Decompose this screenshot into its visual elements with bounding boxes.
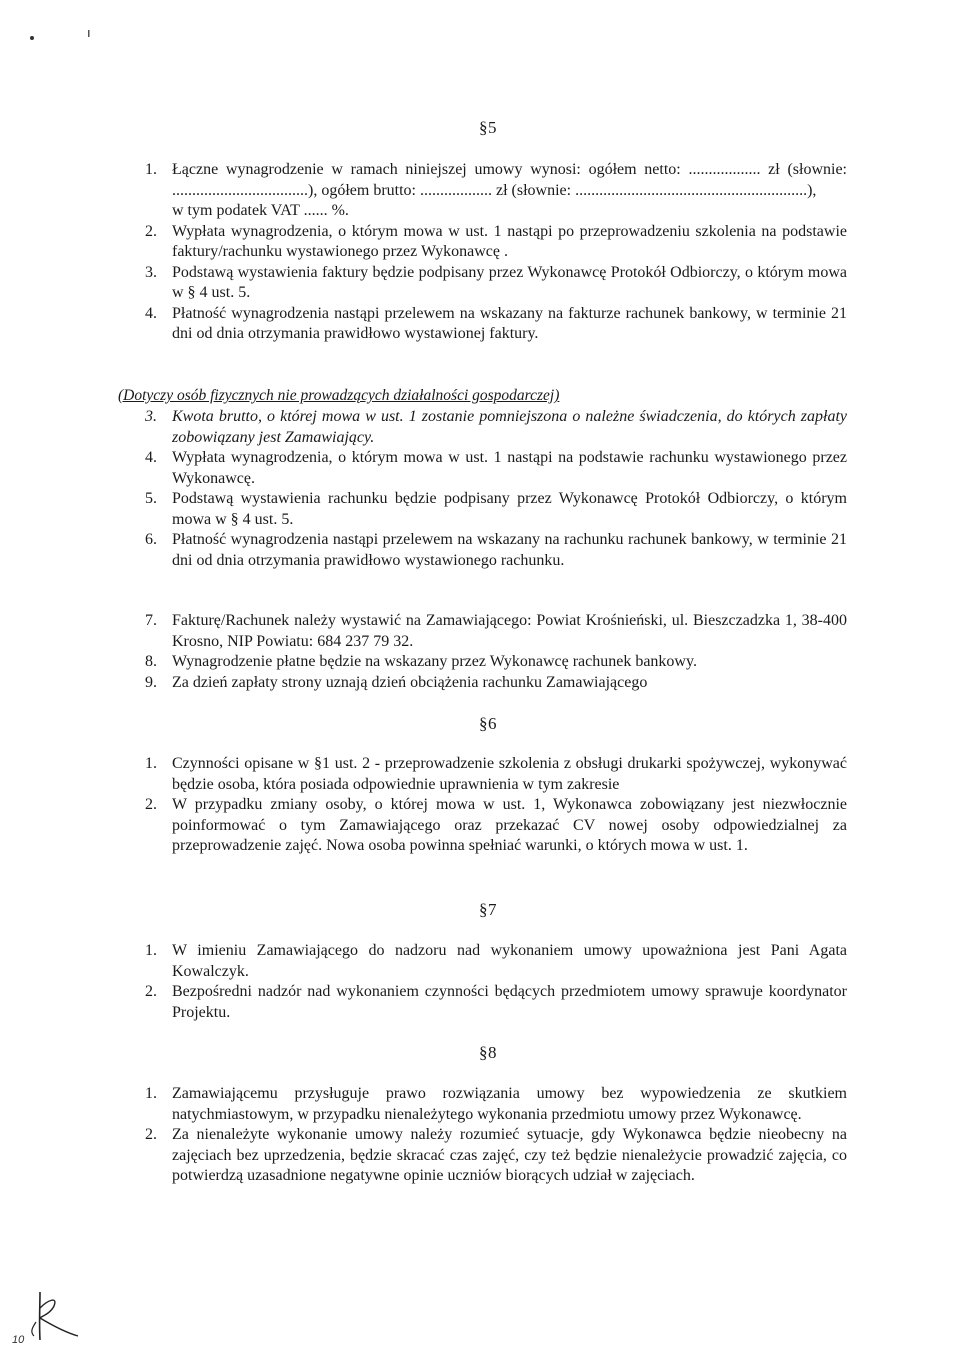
item-text: Łączne wynagrodzenie w ramach niniejszej umowy wynosi: ogółem netto: .................. zł (słownie: ..................................), ogółem brutto: .................. zł (słownie: ..........................................................), — [172, 161, 847, 199]
item-text: w tym podatek VAT ...... %. — [172, 202, 349, 219]
list-item — [145, 160, 847, 201]
item-number: 3. — [145, 263, 157, 281]
item-text: W imieniu Zamawiającego do nadzoru nad wykonaniem umowy upoważniona jest Pani Agata Kowalczyk. — [172, 942, 847, 980]
item-text: W przypadku zmiany osoby, o której mowa w ust. 1, Wykonawca zobowiązany jest niezwłocznie poinformować o tym Zamawiającego oraz przekazać CV nowej osoby odpowiedzialnej za przeprowadzenie zajęć. Nowa osoba powinna spełniać warunki, o których mowa w ust. 1. — [172, 796, 847, 854]
scan-speck — [86, 30, 92, 40]
item-number: 2. — [145, 222, 157, 240]
item-number: 7. — [145, 612, 157, 629]
item-text: Bezpośredni nadzór nad wykonaniem czynności będących przedmiotem umowy sprawuje koordynator Projektu. — [172, 983, 847, 1021]
section-heading-6 — [0, 714, 960, 734]
item-text: Wypłata wynagrodzenia, o którym mowa w ust. 1 nastąpi na podstawie rachunku wystawionego przez Wykonawcę. — [172, 449, 847, 487]
item-text: Wypłata wynagrodzenia, o którym mowa w ust. 1 nastąpi po przeprowadzeniu szkolenia na podstawie faktury/rachunku wystawionego przez Wykonawcę . — [172, 222, 847, 260]
section-heading-8 — [0, 1043, 960, 1063]
list-item — [145, 982, 847, 1023]
natural-persons-list — [145, 407, 847, 571]
list-item — [145, 201, 847, 222]
list-item — [145, 263, 847, 304]
list-item — [145, 222, 847, 263]
section-heading-7 — [0, 900, 960, 920]
item-text: Za nienależyte wykonanie umowy należy rozumieć sytuacje, gdy Wykonawca będzie nieobecny na zajęciach bez uprzedzenia, będzie skracać czas zajęć, czy też będzie nienależycie prowadzić zajęcia, co potwierdzą uzasadnione negatywne opinie uczniów biorących udział w zajęciach. — [172, 1126, 847, 1184]
section-6-list — [145, 754, 847, 857]
list-item — [145, 304, 847, 345]
list-item — [145, 795, 847, 857]
item-number: 5. — [145, 490, 157, 507]
list-item — [145, 448, 847, 489]
item-number: 1. — [145, 942, 157, 959]
item-text: Wynagrodzenie płatne będzie na wskazany przez Wykonawcę rachunek bankowy. — [172, 653, 697, 670]
item-text: Podstawą wystawienia rachunku będzie podpisany przez Wykonawcę Protokół Odbiorczy, o którym mowa w § 4 ust. 5. — [172, 490, 847, 528]
list-item — [145, 941, 847, 982]
item-number: 4. — [145, 304, 157, 322]
item-number: 2. — [145, 1126, 157, 1143]
item-text: Płatność wynagrodzenia nastąpi przelewem na wskazany na fakturze rachunek bankowy, w terminie 21 dni od dnia otrzymania prawidłowo wystawionej faktury. — [172, 304, 847, 342]
list-item — [145, 530, 847, 571]
item-text: Podstawą wystawienia faktury będzie podpisany przez Wykonawcę Protokół Odbiorczy, o którym mowa w § 4 ust. 5. — [172, 263, 847, 301]
section-5-title: §5 — [479, 118, 497, 137]
list-item — [145, 407, 847, 448]
list-item — [145, 652, 847, 673]
item-text: Czynności opisane w §1 ust. 2 - przeprowadzenie szkolenia z obsługi drukarki spożywczej, wykonywać będzie osoba, która posiada odpowiednie uprawnienia w tym zakresie — [172, 755, 847, 793]
item-text: Płatność wynagrodzenia nastąpi przelewem na wskazany na rachunku rachunek bankowy, w terminie 21 dni od dnia otrzymania prawidłowo wystawionego rachunku. — [172, 531, 847, 569]
section-6-title: §6 — [479, 714, 497, 733]
item-number: 8. — [145, 653, 157, 670]
list-item — [145, 1084, 847, 1125]
item-number: 1. — [145, 161, 157, 178]
item-number: 4. — [145, 449, 157, 466]
list-item — [145, 754, 847, 795]
list-item — [145, 1125, 847, 1187]
item-number: 1. — [145, 1085, 157, 1102]
natural-persons-heading: (Dotyczy osób fizycznych nie prowadzących działalności gospodarczej) — [118, 387, 560, 404]
section-heading-5 — [0, 118, 960, 138]
section-8-title: §8 — [479, 1043, 497, 1062]
item-text: Za dzień zapłaty strony uznają dzień obciążenia rachunku Zamawiającego — [172, 673, 648, 691]
section-5-final-list — [145, 611, 847, 693]
item-text: Zamawiającemu przysługuje prawo rozwiązania umowy bez wypowiedzenia ze skutkiem natychmiastowym, w przypadku nienależytego wykonania przedmiotu umowy przez Wykonawcę. — [172, 1085, 847, 1123]
item-number: 2. — [145, 983, 157, 1000]
item-text: Fakturę/Rachunek należy wystawić na Zamawiającego: Powiat Krośnieński, ul. Bieszczadzka 1, 38-400 Krosno, NIP Powiatu: 684 237 79 32. — [172, 612, 847, 650]
scan-speck — [28, 34, 36, 42]
section-8-list — [145, 1084, 847, 1187]
item-number: 6. — [145, 531, 157, 548]
item-number: 1. — [145, 755, 157, 772]
section-5-list — [145, 160, 847, 345]
page-mark: 10 — [12, 1334, 25, 1346]
item-number: 2. — [145, 796, 157, 813]
item-number: 9. — [145, 673, 157, 691]
item-number: 3. — [145, 408, 157, 425]
list-item — [145, 611, 847, 652]
list-item — [145, 673, 847, 694]
section-7-title: §7 — [479, 900, 497, 919]
item-text: Kwota brutto, o której mowa w ust. 1 zostanie pomniejszona o należne świadczenia, do których zapłaty zobowiązany jest Zamawiający. — [172, 408, 847, 446]
section-7-list — [145, 941, 847, 1023]
list-item — [145, 489, 847, 530]
